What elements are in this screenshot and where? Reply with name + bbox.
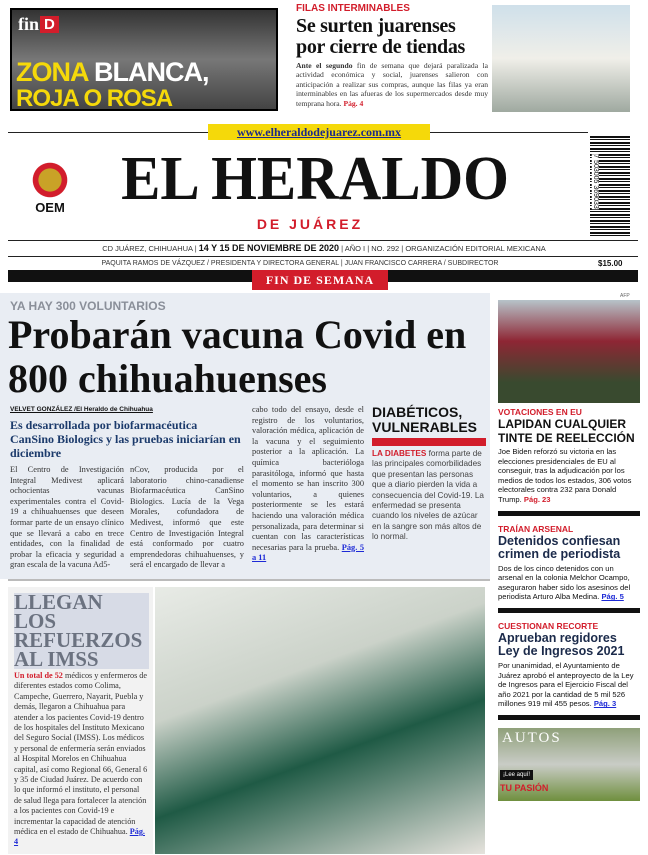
date: 14 Y 15 DE NOVIEMBRE DE 2020 bbox=[198, 243, 340, 253]
separator bbox=[498, 608, 640, 613]
oem-text: OEM bbox=[35, 200, 65, 215]
right-column bbox=[498, 300, 640, 801]
fin-logo-text: fin bbox=[18, 14, 40, 34]
story-ingresos[interactable] bbox=[498, 621, 640, 709]
kicker: CUESTIONAN RECORTE bbox=[498, 620, 599, 631]
lead: Ante el segundo bbox=[296, 61, 353, 70]
barcode-digits: 7 503005 369033 bbox=[591, 154, 599, 209]
top-story-photo bbox=[492, 5, 630, 112]
url-text[interactable]: www.elheraldodejuarez.com.mx bbox=[236, 125, 402, 139]
text: Dos de los cinco detenidos con un arsenal en la colonia Melchor Ocampo, aseguraron haber sido los asesinos del periodista Arturo Alba Medina. bbox=[498, 563, 631, 602]
sun-icon bbox=[30, 160, 70, 200]
body bbox=[498, 661, 640, 709]
dateline: CD JUÁREZ, CHIHUAHUA | 14 Y 15 DE NOVIEMBRE DE 2020 | AÑO I | NO. 292 | ORGANIZACIÓN EDITORIAL MEXICANA bbox=[102, 243, 546, 253]
price: $15.00 bbox=[598, 259, 623, 268]
headline[interactable]: Aprueban regidores Ley de Ingresos 2021 bbox=[498, 630, 625, 659]
page-ref[interactable]: Pág. 5 bbox=[601, 592, 624, 602]
directors: PAQUITA RAMOS DE VÁZQUEZ / PRESIDENTA Y DIRECTORA GENERAL | JUAN FRANCISCO CARRERA / SUBDIRECTOR bbox=[101, 260, 499, 267]
imss-body bbox=[14, 671, 149, 848]
text: Joe Biden reforzó su victoria en las elecciones presidenciales de EU al conseguir, tras la adjudicación por los medios de todos los estados, 306 votos electorales contra 232 para Donald Trump. bbox=[498, 447, 632, 504]
promo-line2: ROJA O ROSA bbox=[16, 85, 173, 112]
lead: Un total de 52 bbox=[14, 670, 63, 680]
page-ref[interactable]: Pág. 3 bbox=[593, 699, 617, 709]
sidebar-title: DIABÉTICOS, VULNERABLES bbox=[372, 404, 478, 435]
column-2: nCov, producida por el laboratorio chino-canadiense Biofarmacéutica CanSino Biologics. Lucía de la Vega Morales, cofundadora de Medivest, informó que este Centro de Investigación Integral está conformado por cuatro emprendedoras chihuahuenses, y será el encargado de llevar a bbox=[130, 465, 244, 570]
column-3 bbox=[252, 405, 364, 564]
biden-photo bbox=[498, 300, 640, 403]
headline[interactable]: Detenidos confiesan crimen de periodista bbox=[498, 533, 621, 562]
imss-photo bbox=[155, 587, 485, 854]
main-story[interactable] bbox=[0, 293, 490, 579]
sidebar-body bbox=[372, 449, 486, 543]
top-story[interactable] bbox=[296, 3, 488, 108]
red-bar bbox=[372, 438, 486, 446]
main-headline[interactable]: Probarán vacuna Covid en 800 chihuahuenses bbox=[8, 312, 467, 401]
top-story-headline[interactable]: Se surten juarenses por cierre de tiendas bbox=[296, 15, 466, 58]
issue-number: NO. 292 bbox=[371, 244, 400, 253]
photo-credit: AFP bbox=[620, 293, 630, 299]
deck: Es desarrollada por biofarmacéutica CanSino Biologics y las pruebas iniciarían en diciembre bbox=[10, 418, 241, 460]
main-kicker: YA HAY 300 VOLUNTARIOS bbox=[10, 299, 166, 313]
text: forma parte de las principales comorbilidades que presentan las personas que a diario pierden la vida a consecuencia del Covid-19. La enfermedad se presenta cuando los niveles de azúcar en la sangre son más altos de lo normal. bbox=[372, 449, 484, 542]
org: ORGANIZACIÓN EDITORIAL MEXICANA bbox=[405, 244, 546, 253]
text: Por unanimidad, el Ayuntamiento de Juárez aprobó el anteproyecto de la Ley de Ingresos para el Ejercicio Fiscal del año 2021 por la cantidad de 5 mil 526 millones 919 mil 455 pesos. bbox=[498, 660, 634, 709]
separator bbox=[498, 715, 640, 720]
ad-title: AUTOS bbox=[502, 729, 562, 746]
ad-tag: ¡Lee aquí! bbox=[500, 770, 533, 780]
promo-line1b: BLANCA, bbox=[94, 57, 209, 87]
text: fin de semana que dejará paralizada la actividad económica y social, juarenses salieron con anticipación a realizar sus compras, aunque las filas ya eran interminables en las afueras de los supermercados desde muy temprana hora. bbox=[296, 61, 488, 108]
kicker: VOTACIONES EN EU bbox=[498, 407, 582, 417]
masthead-title: EL HERALDO bbox=[121, 145, 509, 213]
left-column bbox=[0, 293, 490, 854]
lead: LA DIABETES bbox=[372, 449, 427, 458]
sidebar bbox=[372, 405, 486, 543]
website-url[interactable] bbox=[208, 124, 430, 140]
city: CD JUÁREZ, CHIHUAHUA bbox=[102, 244, 193, 253]
year: AÑO I bbox=[344, 244, 366, 253]
fin-logo bbox=[18, 14, 59, 35]
divider bbox=[8, 579, 490, 581]
edition-badge: FIN DE SEMANA bbox=[252, 270, 388, 290]
story-votaciones[interactable] bbox=[498, 407, 640, 505]
promo-box[interactable] bbox=[10, 8, 278, 111]
page-ref[interactable]: Pág. 23 bbox=[523, 494, 551, 504]
autos-ad[interactable] bbox=[498, 728, 640, 801]
top-story-body bbox=[296, 61, 488, 108]
ad-slogan: TU PASIÓN bbox=[500, 782, 549, 793]
text: cabo todo del ensayo, desde el registro de los voluntarios, valoración médica, aplicación de la vacuna y el seguimiento posterior a la aplicación. La química bacterióloga parasitóloga, informó que hasta el momento se han inscrito 300 voluntarios, a quienes posteriormente se les estará haciendo una valoración médica personalizada, para determinar si cuentan con las características necesarias para la prueba. bbox=[252, 405, 365, 552]
oem-logo bbox=[25, 160, 75, 215]
barcode bbox=[590, 136, 630, 236]
column-1: El Centro de Investigación Integral Medivest aplicará ochocientas vacunas experimentales contra el Covid-19 a chihuahuenses que deseen formar parte de un ensayo clínico que se llevará a cabo en trece entidades, con la finalidad de probar la eficacia y seguridad a gran escala de la vacuna Ad5- bbox=[10, 465, 124, 570]
fin-logo-badge: D bbox=[40, 16, 59, 33]
page-ref[interactable]: Pág. 4 bbox=[343, 98, 364, 108]
imss-headline[interactable]: LLEGAN LOS REFUERZOS AL IMSS bbox=[14, 593, 149, 669]
top-story-kicker: FILAS INTERMINABLES bbox=[296, 3, 410, 14]
promo-line1a: ZONA bbox=[16, 57, 88, 87]
imss-story[interactable] bbox=[8, 587, 153, 854]
masthead-subtitle: DE JUÁREZ bbox=[256, 216, 364, 232]
page-ref[interactable]: Pág. 5 a 11 bbox=[252, 542, 365, 563]
separator bbox=[498, 511, 640, 516]
headline[interactable]: LAPIDAN CUALQUIER TINTE DE REELECCIÓN bbox=[498, 417, 635, 445]
kicker: TRAÍAN ARSENAL bbox=[498, 523, 574, 534]
story-arsenal[interactable] bbox=[498, 524, 640, 602]
page-ref[interactable]: Pág. 4 bbox=[14, 827, 145, 847]
byline: VELVET GONZÁLEZ /El Heraldo de Chihuahua bbox=[10, 406, 153, 413]
text: médicos y enfermeros de diferentes estados como Colima, Campeche, Guerrero, Nayarit, Puebla y demás, llegaron a Chihuahua para atender a los pacientes Covid-19 dentro de los hospitales del Instituto Mexicano del Seguro Social (IMSS). Los médicos y personal de enfermería serán enviados al Hospital Morelos en Chihuahua capital, así como Regional 66, General 6 y 35 de Ciudad Juárez. De acuerdo con lo que informó el instituto, el personal de salud llega para fortalecer la atención a los pacientes con Covid-19 e incrementar la capacidad de atención médica en el estado de Chihuahua. bbox=[14, 670, 148, 837]
body bbox=[498, 564, 640, 602]
body bbox=[498, 447, 640, 505]
